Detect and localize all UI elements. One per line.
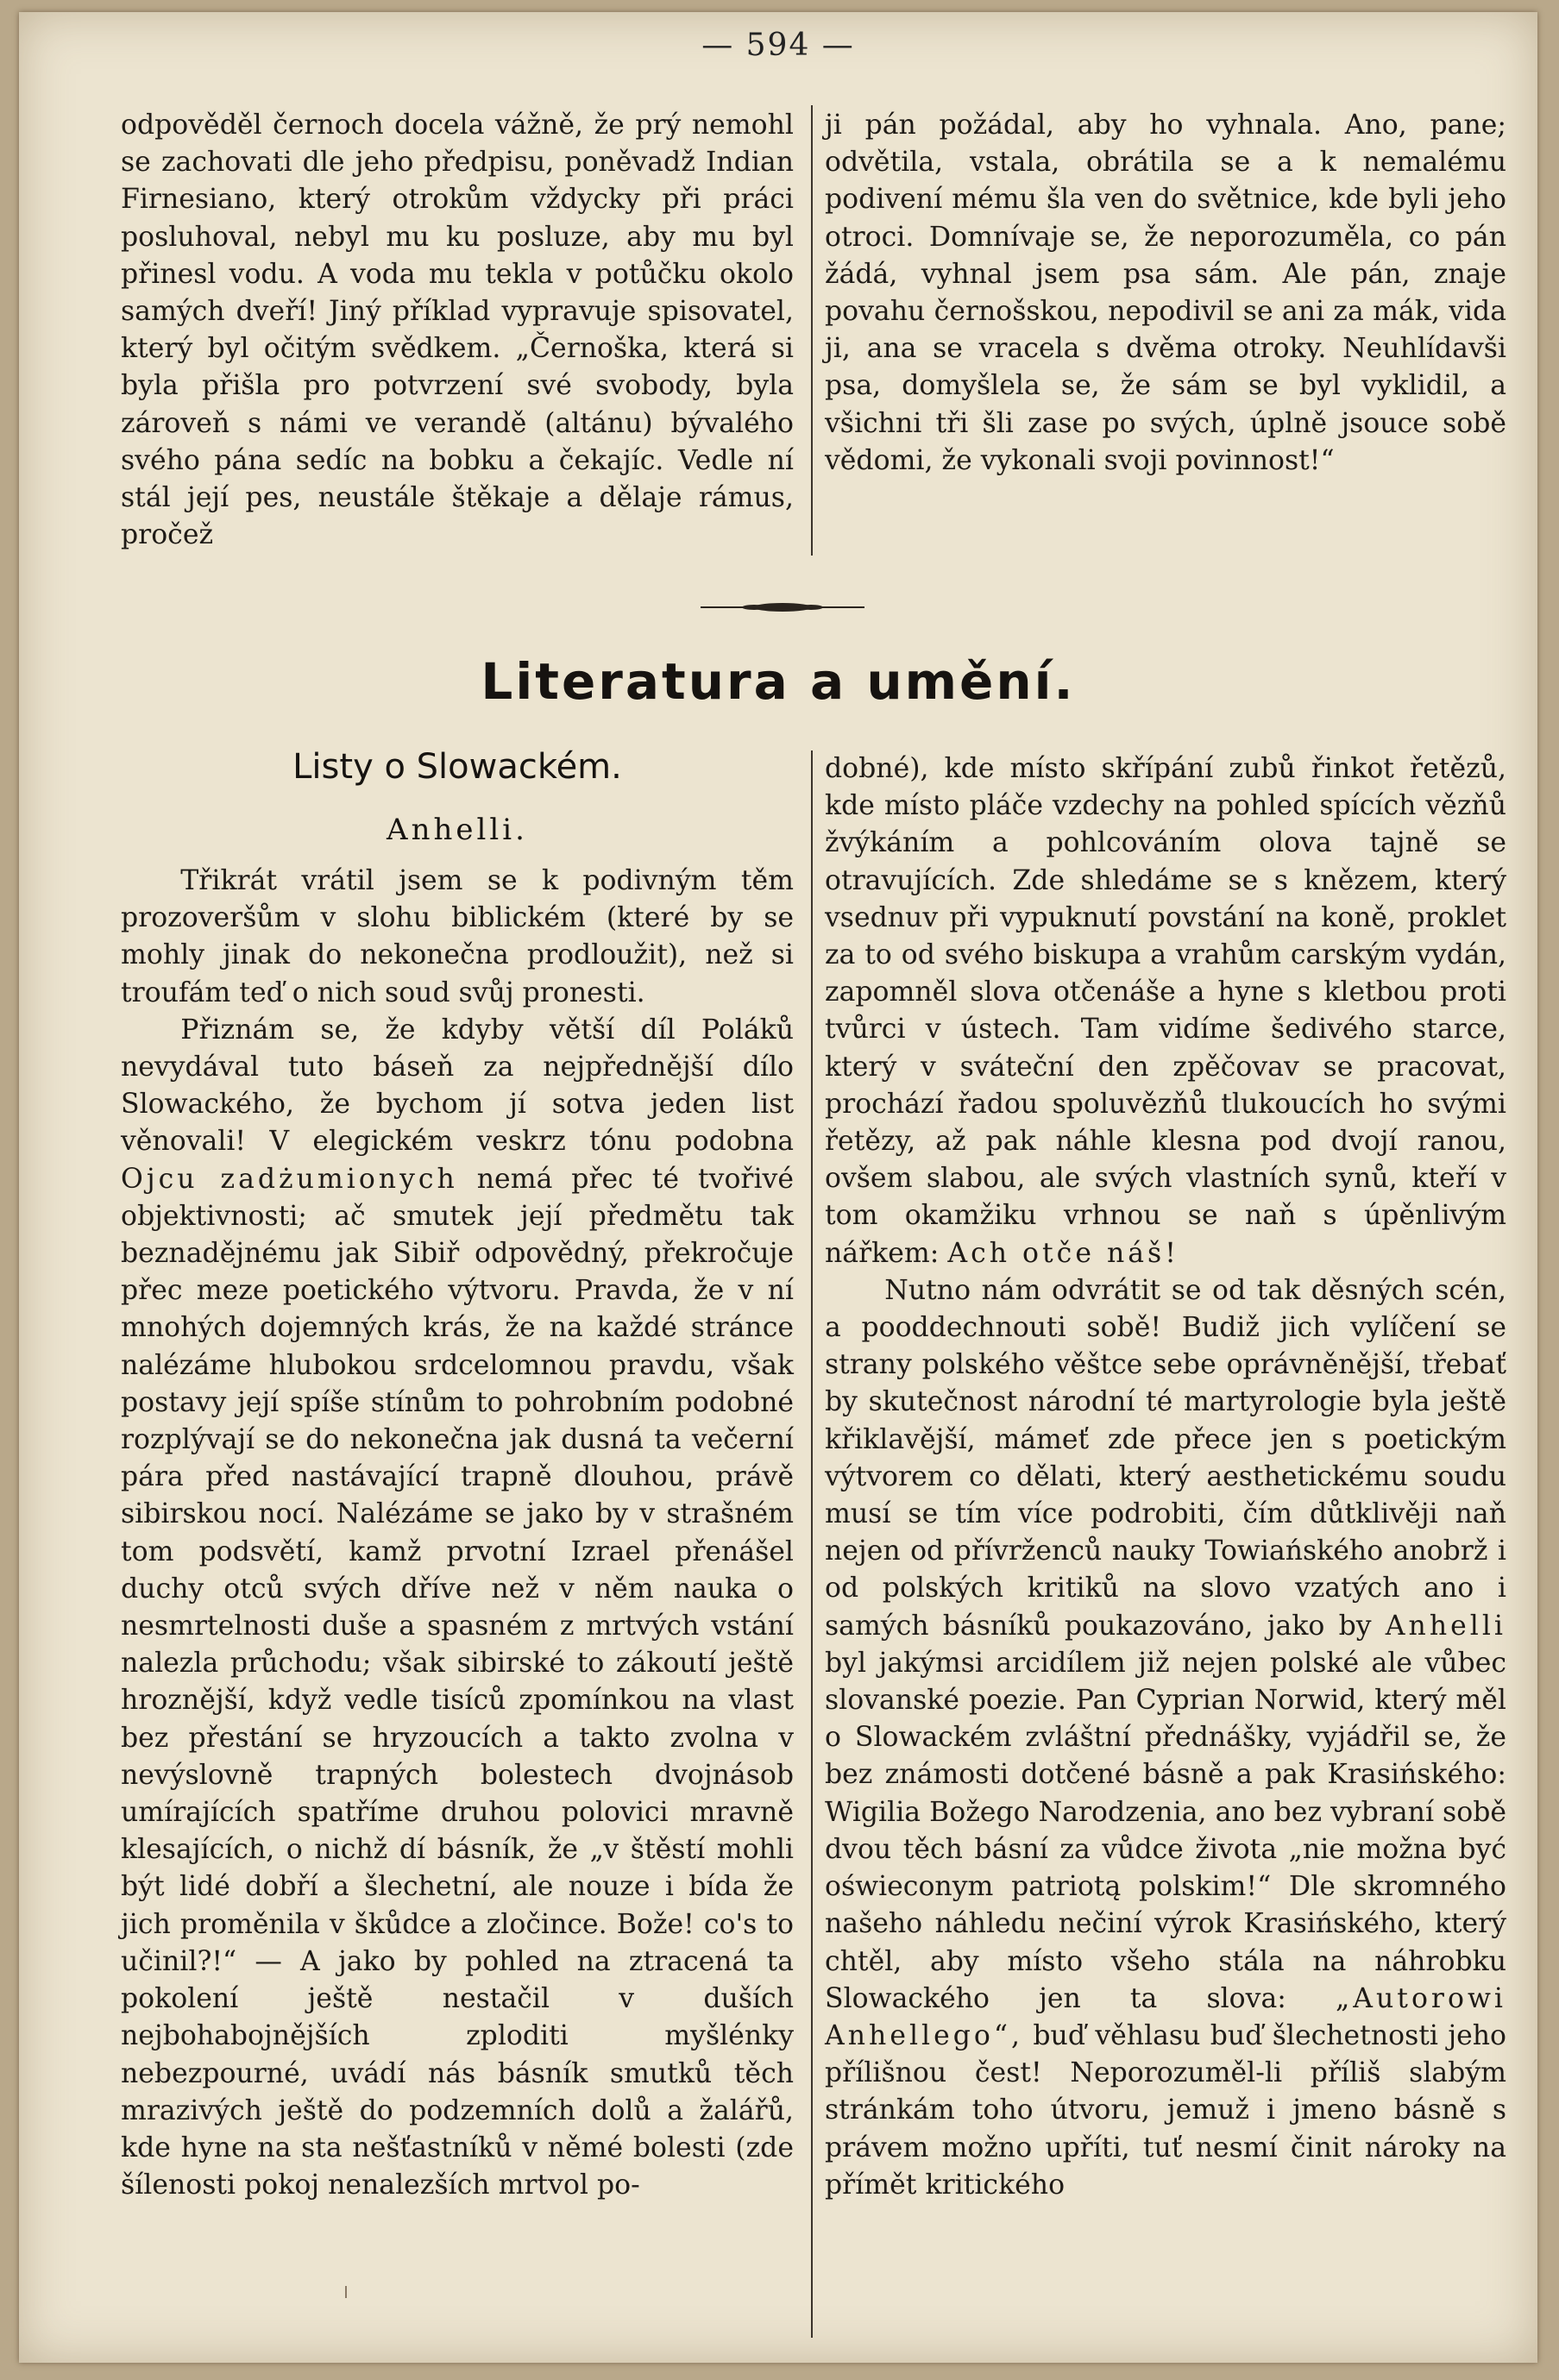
- text-run: buď věhlasu buď šlechetnosti jeho přílišnou čest! Neporozuměl-li příliš slabým stránkám toho útvoru, jemuž i jmeno básně s právem možno upříti, tuť nesmí činit nároky na přímět kritického: [825, 2019, 1506, 2201]
- article-subtitle: Anhelli.: [387, 813, 528, 847]
- top-right-paragraph: ji pán požádal, aby ho vyhnala. Ano, pane; odvětila, vstala, obrátila se a k nemalému podivení mému šla ven do světnice, kde byli jeho otroci. Domnívaje se, že neporozuměla, co pán žádá, vyhnal jsem psa sám. Ale pán, znaje povahu černošskou, nepodivil se ani za mák, vida ji, ana se vracela s dvěma otroky. Neuhlídavši psa, domyšlela se, že sám se byl vyklidil, a všichni tři šli zase po svých, úplně jsouce sobě vědomi, že vykonali svoji povinnost!“: [825, 110, 1506, 476]
- top-left-paragraph: odpověděl černoch docela vážně, že prý nemohl se zachovati dle jeho předpisu, poněvadž Indian Firnesiano, který otrokům vždycky při práci posluhoval, nebyl mu ku posluze, aby mu byl přinesl vodu. A voda mu tekla v potůčku okolo samých dveří! Jiný příklad vypravuje spisovatel, který byl očitým svědkem. „Černoška, která si byla přišla pro potvrzení své svobody, byla zároveň s námi ve verandě (altánu) bývalého svého pána sedíc na bobku a čekajíc. Vedle ní stál její pes, neustále štěkaje a dělaje rámus, pročež: [121, 110, 794, 551]
- spaced-title-anhelli: Anhelli: [1385, 1610, 1506, 1642]
- page-number: — 594 —: [701, 28, 855, 63]
- article-column-divider: [811, 750, 813, 2338]
- spaced-exclamation: Ach otče náš!: [947, 1237, 1179, 1269]
- ornament-divider: [701, 602, 864, 612]
- article-right-paragraph-2: [825, 1272, 1506, 2204]
- spaced-quote-autorowi-anhellego: „Autorowi Anhellego“,: [825, 1982, 1506, 2051]
- spaced-title-ojcu-zadzumionych: Ojcu zadżumionych: [121, 1163, 458, 1195]
- article-right-paragraph-1: [825, 750, 1506, 1272]
- text-run: Přiznám se, že kdyby větší díl Poláků nevydával tuto báseň za nejpřednější dílo Slowackého, že bychom jí sotva jeden list věnovali! V elegickém veskrz tónu podobna: [121, 1014, 794, 1158]
- page: [19, 12, 1537, 2363]
- top-right-column: [825, 107, 1506, 480]
- article-left-paragraph-2: [121, 1012, 794, 2205]
- article-left-paragraph-1: Třikrát vrátil jsem se k podivným těm prozoveršům v slohu biblickém (které by se mohly jinak do nekonečna prodloužit), než si troufám teď o nich soud svůj pronesti.: [121, 865, 794, 1008]
- article-left-column: [121, 863, 794, 2204]
- top-column-divider: [811, 105, 813, 556]
- pencil-mark: [343, 2286, 349, 2298]
- text-run: byl jakýmsi arcidílem již nejen polské ale vůbec slovanské poezie. Pan Cyprian Norwid, který měl o Slowackém zvláštní přednášky, vyjádřil se, že bez známosti dotčené básně a pak Krasińského: Wigilia Božego Narodzenia, ano bez vybraní sobě dvou těch básní za vůdce života „nie možna być oświeconym patriotą polskim!“ Dle skromného našeho náhledu nečiní výrok Krasińského, který chtěl, aby místo všeho stála na náhrobku Slowackého jen ta slova:: [825, 1647, 1506, 2014]
- top-left-column: [121, 107, 794, 554]
- article-title: Listy o Slowackém.: [292, 747, 622, 787]
- article-right-column: [825, 750, 1506, 2204]
- text-run: dobné), kde místo skřípání zubů řinkot řetězů, kde místo pláče vzdechy na pohled spících vězňů žvýkáním a pohlcováním olova tajně se otravujících. Zde shledáme se s knězem, který vsednuv při vypuknutí povstání na koně, proklet za to od svého biskupa a vrahům carským vydán, zapomněl slova otčenáše a hyne s kletbou proti tvůrci v ústech. Tam vidíme šedivého starce, který v sváteční den zpěčovav se pracovat, prochází řadou spoluvězňů tlukoucích ho svými řetězy, až pak náhle klesna pod dvojí ranou, ovšem slabou, ale svých vlastních synů, kteří v tom okamžiku vrhnou se naň s úpěnlivým nářkem:: [825, 753, 1506, 1269]
- text-run: nemá přec té tvořivé objektivnosti; ač smutek její předmětu tak beznadějnému jak Sibiř odpovědný, překročuje přec meze poetického výtvoru. Pravda, že v ní mnohých dojemných krás, že na každé stránce nalézáme hlubokou srdcelomnou pravdu, však postavy její spíše stínům to pohrobním podobné rozplývají se do nekonečna jak dusná ta večerní pára před nastávající trapně dlouhou, právě sibirskou nocí. Nalézáme se jako by v strašném tom podsvětí, kamž prvotní Izrael přenášel duchy otců svých dříve než v něm nauka o nesmrtelnosti duše a spasném z mrtvých vstání nalezla průchodu; však sibirské to zákoutí ještě hroznější, když vedle tisíců zpomínkou na vlast bez přestání se hryzoucích a takto zvolna v nevýslovně trapných bolestech dvojnásob umírajících spatříme druhou polovici mravně klesajících, o nichž dí básník, že „v štěstí mohli být lidé dobří a šlechetní, ale nouze i bída že jich proměnila v škůdce a zločince. Bože! co's to učinil?!“ — A jako by pohled na ztracená ta pokolení ještě nestačil v duších nejbohabojnějších zploditi myšlénky nebezpourné, uvádí nás básník smutků těch mrazivých ještě do podzemních dolů a žalářů, kde hyne na sta nešťastníků v němé bolesti (zde šílenosti pokoj nenalezších mrtvol po-: [121, 1163, 794, 2201]
- text-run: Nutno nám odvrátit se od tak děsných scén, a pooddechnouti sobě! Budiž jich vylíčení se strany polského věštce sebe oprávněnější, třebať by skutečnost národní té martyrologie byla ještě křiklavější, mámeť zde přece jen s poetickým výtvorem co dělati, který aesthetickému soudu musí se tím více podrobiti, čím důtklivěji naň nejen od přívrženců nauky Towiańského anobrž i od polských kritiků na slovo vzatých ano i samých básníků poukazováno, jako by: [825, 1274, 1506, 1642]
- section-heading: Literatura a umění.: [481, 652, 1076, 711]
